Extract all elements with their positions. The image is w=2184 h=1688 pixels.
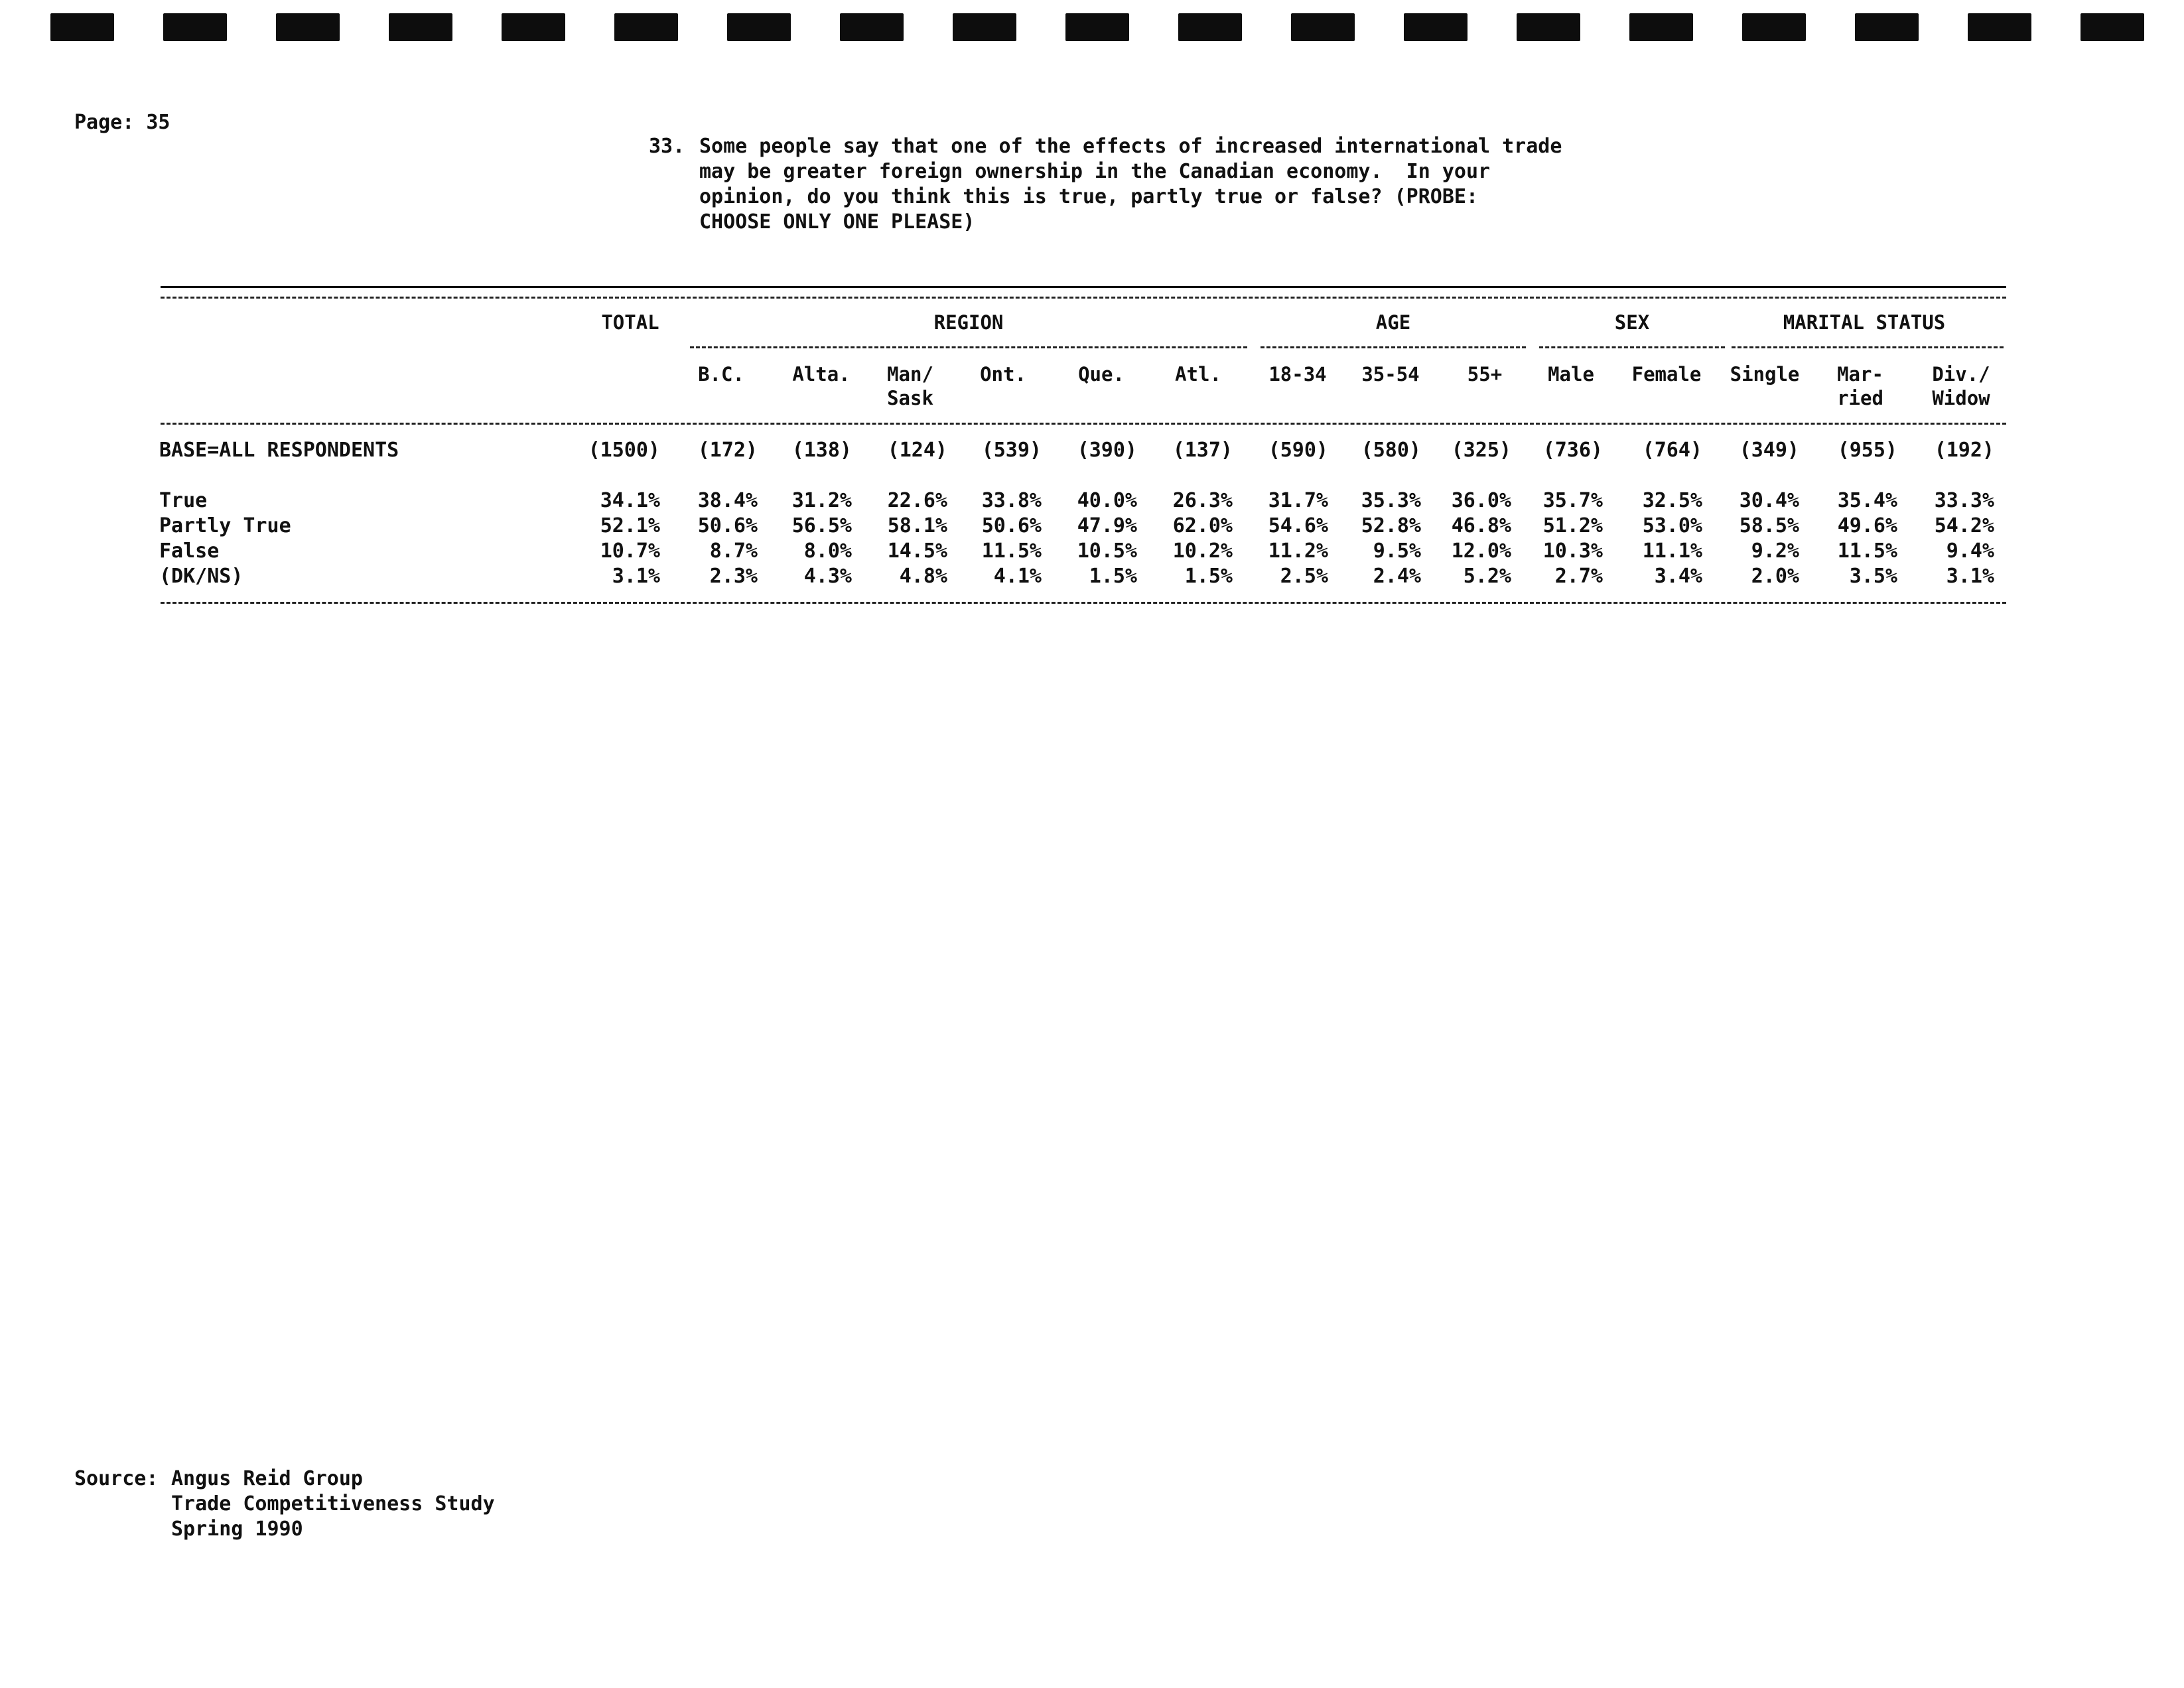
source-label: Source: [74,1467,159,1490]
table-cell: 2.3% [709,565,758,588]
group-header-total: TOTAL [601,311,659,334]
table-cell: 11.5% [1837,539,1897,563]
table-cell: 33.8% [981,489,1042,512]
question-line: may be greater foreign ownership in the Canadian economy. In your [699,160,1491,183]
source-lines [171,1466,636,1542]
group-header-marital-status: MARITAL STATUS [1783,311,1946,334]
question-line: CHOOSE ONLY ONE PLEASE) [699,210,975,234]
table-cell: 11.2% [1268,539,1328,563]
table-cell: 35.3% [1361,489,1421,512]
column-header-line [1344,386,1437,410]
column-header [864,362,957,410]
table-cell: 12.0% [1451,539,1511,563]
column-header-line [1251,386,1344,410]
table-cell: 40.0% [1077,489,1137,512]
perforation-mark [1855,13,1919,41]
table-cell: 52.8% [1361,514,1421,537]
row-label: Partly True [159,514,291,537]
column-header [1814,362,1907,410]
question-line: opinion, do you think this is true, partly true or false? (PROBE: [699,185,1478,208]
table-cell: 47.9% [1077,514,1137,537]
table-cell: 10.5% [1077,539,1137,563]
perforation-mark [953,13,1016,41]
sex-underline [1539,346,1725,348]
column-header-line: Mar- [1837,363,1883,386]
table-cell: 1.5% [1184,565,1233,588]
column-header-line: ried [1837,387,1883,409]
table-top-rule [161,286,2006,288]
table-header-rule [161,297,2006,299]
table-cell: 52.1% [600,514,660,537]
perforation-mark [276,13,340,41]
group-header-age: AGE [1375,311,1411,334]
base-cell: (325) [1451,439,1511,462]
table-cell: 8.7% [709,539,758,563]
table-cell: 3.1% [612,565,660,588]
perforation-strip [0,13,2184,41]
source-line: Angus Reid Group [171,1467,363,1490]
table-cell: 50.6% [697,514,758,537]
perforation-mark [727,13,791,41]
column-header-line: Male [1548,363,1594,386]
table-cell: 30.4% [1739,489,1799,512]
table-cell: 9.4% [1946,539,1994,563]
column-header-line [675,386,768,410]
base-cell: (172) [697,439,758,462]
base-cell: (580) [1361,439,1421,462]
table-cell: 3.4% [1654,565,1702,588]
page-number: Page: 35 [74,111,171,134]
table-cell: 26.3% [1172,489,1233,512]
table-cell: 14.5% [887,539,947,563]
question-number: 33. [649,135,685,158]
base-cell: (955) [1837,439,1897,462]
base-cell: (590) [1268,439,1328,462]
table-cell: 3.1% [1946,565,1994,588]
base-cell: (1500) [588,439,660,462]
column-header [1620,362,1713,410]
column-header-line: Widow [1932,387,1990,409]
perforation-mark [1291,13,1355,41]
column-header-line: Man/ [887,363,933,386]
column-header-line: Div./ [1932,363,1990,386]
perforation-mark [1742,13,1806,41]
table-cell: 46.8% [1451,514,1511,537]
table-cell: 2.5% [1280,565,1328,588]
table-cell: 34.1% [600,489,660,512]
perforation-mark [840,13,904,41]
group-header-sex: SEX [1614,311,1650,334]
column-header-line [957,386,1050,410]
column-header-line: 55+ [1467,363,1503,386]
table-cell: 32.5% [1642,489,1702,512]
perforation-mark [50,13,114,41]
column-header-line [1438,386,1531,410]
table-cell: 4.1% [993,565,1042,588]
table-cell: 2.7% [1554,565,1603,588]
row-label: True [159,489,208,512]
base-cell: (192) [1934,439,1994,462]
perforation-mark [1517,13,1580,41]
column-header [1718,362,1811,410]
column-header [775,362,868,410]
table-cell: 11.5% [981,539,1042,563]
perforation-mark [2081,13,2144,41]
table-cell: 51.2% [1542,514,1603,537]
table-cell: 49.6% [1837,514,1897,537]
perforation-mark [1178,13,1242,41]
table-cell: 9.5% [1373,539,1421,563]
column-header-line [1055,386,1148,410]
base-row-label: BASE=ALL RESPONDENTS [159,439,399,462]
column-header-line: Single [1730,363,1800,386]
column-header [1251,362,1344,410]
table-cell: 8.0% [803,539,852,563]
perforation-mark [502,13,565,41]
table-cell: 5.2% [1463,565,1511,588]
column-header-line: 18-34 [1268,363,1327,386]
table-cell: 33.3% [1934,489,1994,512]
column-header [675,362,768,410]
column-header [957,362,1050,410]
column-header [1055,362,1148,410]
column-header-line: Alta. [792,363,851,386]
base-cell: (349) [1739,439,1799,462]
column-header-rule [161,423,2006,425]
question-text [699,134,1575,235]
column-header-line: Ont. [980,363,1026,386]
question-line: Some people say that one of the effects of increased international trade [699,135,1562,158]
table-cell: 56.5% [791,514,852,537]
perforation-mark [163,13,227,41]
column-header-line [1525,386,1617,410]
perforation-mark [1065,13,1129,41]
base-cell: (736) [1542,439,1603,462]
table-cell: 35.7% [1542,489,1603,512]
table-cell: 35.4% [1837,489,1897,512]
perforation-mark [1404,13,1467,41]
column-header-line: Female [1631,363,1702,386]
source-line: Trade Competitiveness Study [171,1492,495,1515]
column-header-line [1620,386,1713,410]
table-cell: 4.8% [899,565,947,588]
column-header [1152,362,1245,410]
table-cell: 11.1% [1642,539,1702,563]
base-cell: (138) [791,439,852,462]
base-cell: (390) [1077,439,1137,462]
perforation-mark [389,13,452,41]
table-cell: 54.6% [1268,514,1328,537]
column-header-line [1718,386,1811,410]
table-cell: 38.4% [697,489,758,512]
table-cell: 2.4% [1373,565,1421,588]
row-label: False [159,539,220,563]
column-header-line [1152,386,1245,410]
perforation-mark [1629,13,1693,41]
base-cell: (124) [887,439,947,462]
group-header-region: REGION [933,311,1004,334]
column-header [1344,362,1437,410]
table-cell: 9.2% [1751,539,1799,563]
table-cell: 58.5% [1739,514,1799,537]
column-header-line: B.C. [698,363,744,386]
table-cell: 1.5% [1089,565,1137,588]
column-header [1438,362,1531,410]
table-cell: 36.0% [1451,489,1511,512]
table-cell: 2.0% [1751,565,1799,588]
base-cell: (539) [981,439,1042,462]
table-cell: 54.2% [1934,514,1994,537]
table-cell: 31.7% [1268,489,1328,512]
column-header-line: Atl. [1175,363,1221,386]
column-header-line: Sask [887,387,933,409]
column-header [1915,362,2008,410]
column-header-line [775,386,868,410]
perforation-mark [614,13,678,41]
table-cell: 4.3% [803,565,852,588]
table-cell: 10.3% [1542,539,1603,563]
table-cell: 22.6% [887,489,947,512]
column-header-line: 35-54 [1361,363,1420,386]
table-cell: 53.0% [1642,514,1702,537]
table-cell: 10.2% [1172,539,1233,563]
base-cell: (764) [1642,439,1702,462]
table-bottom-rule [161,602,2006,604]
table-cell: 3.5% [1849,565,1897,588]
column-header [1525,362,1617,410]
column-header-line: Que. [1078,363,1125,386]
base-cell: (137) [1172,439,1233,462]
perforation-mark [1968,13,2031,41]
marital-underline [1732,346,2004,348]
row-label: (DK/NS) [159,565,243,588]
table-cell: 10.7% [600,539,660,563]
table-cell: 50.6% [981,514,1042,537]
age-underline [1261,346,1526,348]
region-underline [690,346,1247,348]
source-line: Spring 1990 [171,1517,303,1541]
table-cell: 62.0% [1172,514,1233,537]
table-cell: 31.2% [791,489,852,512]
table-cell: 58.1% [887,514,947,537]
